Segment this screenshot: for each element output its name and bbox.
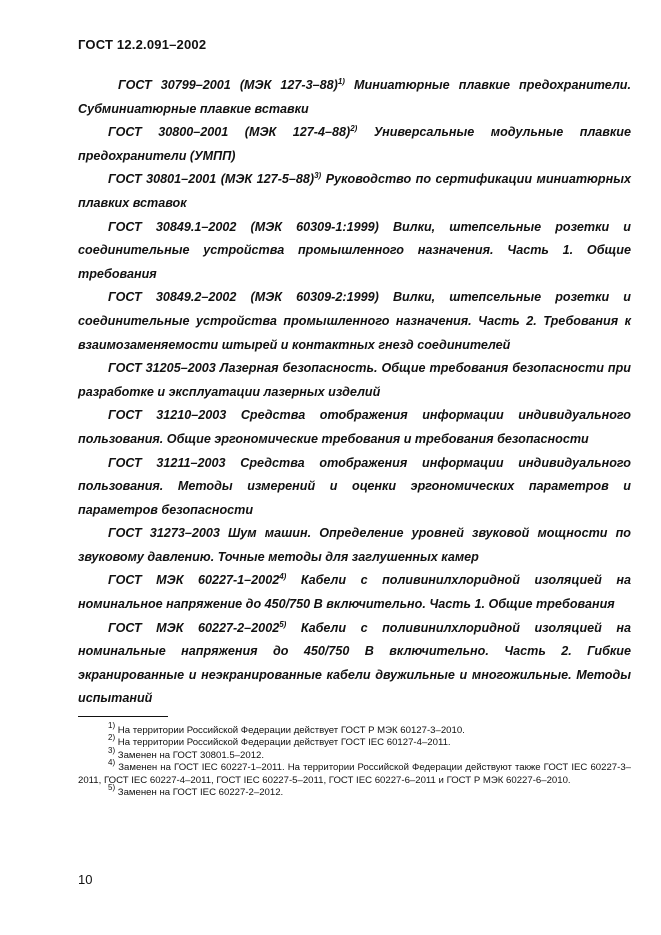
footnote-text: Заменен на ГОСТ IEC 60227-1–2011. На территории Российской Федерации действуют также ГОСТ IEC 60227-3–2011, ГОСТ IEC 60227-4–2011, ГОСТ IEC 60227-5–2011, ГОСТ IEC 60227-6–2011 и ГОСТ Р МЭК 60227-6–2010. [78,762,631,786]
reference-item [78,617,631,711]
footnote-separator [78,716,168,717]
reference-item [78,522,631,569]
reference-item [78,452,631,523]
reference-designation: ГОСТ 30799–2001 (МЭК 127-3–88) [118,78,338,92]
reference-designation: ГОСТ 30800–2001 (МЭК 127-4–88) [108,125,351,140]
normative-references [78,74,631,711]
footnote-mark: 4) [108,758,116,768]
footnote-mark: 5) [279,619,287,629]
footnote-item [78,733,631,749]
reference-title: Кабели с поливинилхлоридной изоляцией на номинальные напряжения до 450/750 В включительно. Часть 2. Гибкие экранированные и неэкранированные кабели двужильные и многожильные. Методы испытаний [78,620,631,706]
reference-designation: ГОСТ 30849.2–2002 (МЭК 60309-2:1999) [108,290,379,305]
reference-title: Руководство по сертификации миниатюрных плавких вставок [78,172,631,210]
footnote-mark: 4) [279,572,287,582]
reference-designation: ГОСТ 31211–2003 [108,455,226,470]
footnote-text: Заменен на ГОСТ IEC 60227-2–2012. [115,787,284,799]
reference-item [78,74,631,121]
footnote-mark: 3) [108,745,116,755]
footnote-mark: 2) [350,124,358,134]
reference-item [78,357,631,404]
reference-title: Шум машин. Определение уровней звуковой мощности по звуковому давлению. Точные методы для заглушенных камер [78,526,631,564]
footnotes [78,716,631,799]
reference-item [78,286,631,357]
reference-title: Вилки, штепсельные розетки и соединительные устройства промышленного назначения. Часть 1. Общие требования [78,219,632,281]
footnote-mark: 5) [108,783,116,793]
page-header [78,37,206,52]
reference-item [78,168,631,215]
reference-item [78,216,631,287]
reference-title: Кабели с поливинилхлоридной изоляцией на номинальное напряжение до 450/750 В включительно. Часть 1. Общие требования [78,573,631,612]
footnote-mark: 3) [314,171,322,181]
reference-designation: ГОСТ 30849.1–2002 (МЭК 60309-1:1999) [108,219,379,234]
reference-title: Миниатюрные плавкие предохранители. Субминиатюрные плавкие вставки [78,78,631,116]
footnote-text: На территории Российской Федерации действует ГОСТ Р МЭК 60127-3–2010. [115,725,465,736]
reference-designation: ГОСТ 31210–2003 [108,408,227,423]
footnote-mark: 1) [108,721,116,730]
reference-title: Вилки, штепсельные розетки и соединительные устройства промышленного назначения. Часть 2. Требования к взаимозаменяемости штырей и контактных гнезд соединителей [78,290,632,352]
reference-item [78,569,631,616]
footnote-item [78,758,631,787]
reference-designation: ГОСТ МЭК 60227-2–2002 [108,620,280,635]
footnote-item [78,721,631,737]
reference-title: Универсальные модульные плавкие предохранители (УМПП) [78,125,631,163]
footnote-mark: 1) [337,77,345,86]
footnote-text: Заменен на ГОСТ 30801.5–2012. [115,749,265,761]
document-title: ГОСТ 12.2.091–2002 [78,37,207,52]
footnote-mark: 2) [108,733,116,743]
reference-designation: ГОСТ МЭК 60227-1–2002 [108,573,280,588]
footnote-item [78,745,631,762]
footnote-text: На территории Российской Федерации действует ГОСТ IEC 60127-4–2011. [115,737,451,749]
reference-designation: ГОСТ 30801–2001 (МЭК 127-5–88) [108,172,315,187]
page-number: 10 [78,872,93,887]
reference-item [78,404,631,451]
reference-title: Средства отображения информации индивидуального пользования. Методы измерений и оценки эргономических параметров и параметров безопасности [78,455,631,517]
reference-title: Лазерная безопасность. Общие требования безопасности при разработке и эксплуатации лазерных изделий [78,361,631,399]
reference-designation: ГОСТ 31273–2003 [108,526,220,541]
reference-title: Средства отображения информации индивидуального пользования. Общие эргономические требования и требования безопасности [78,408,631,446]
footnote-item [78,783,631,799]
reference-item [78,121,631,168]
reference-designation: ГОСТ 31205–2003 [108,361,216,376]
